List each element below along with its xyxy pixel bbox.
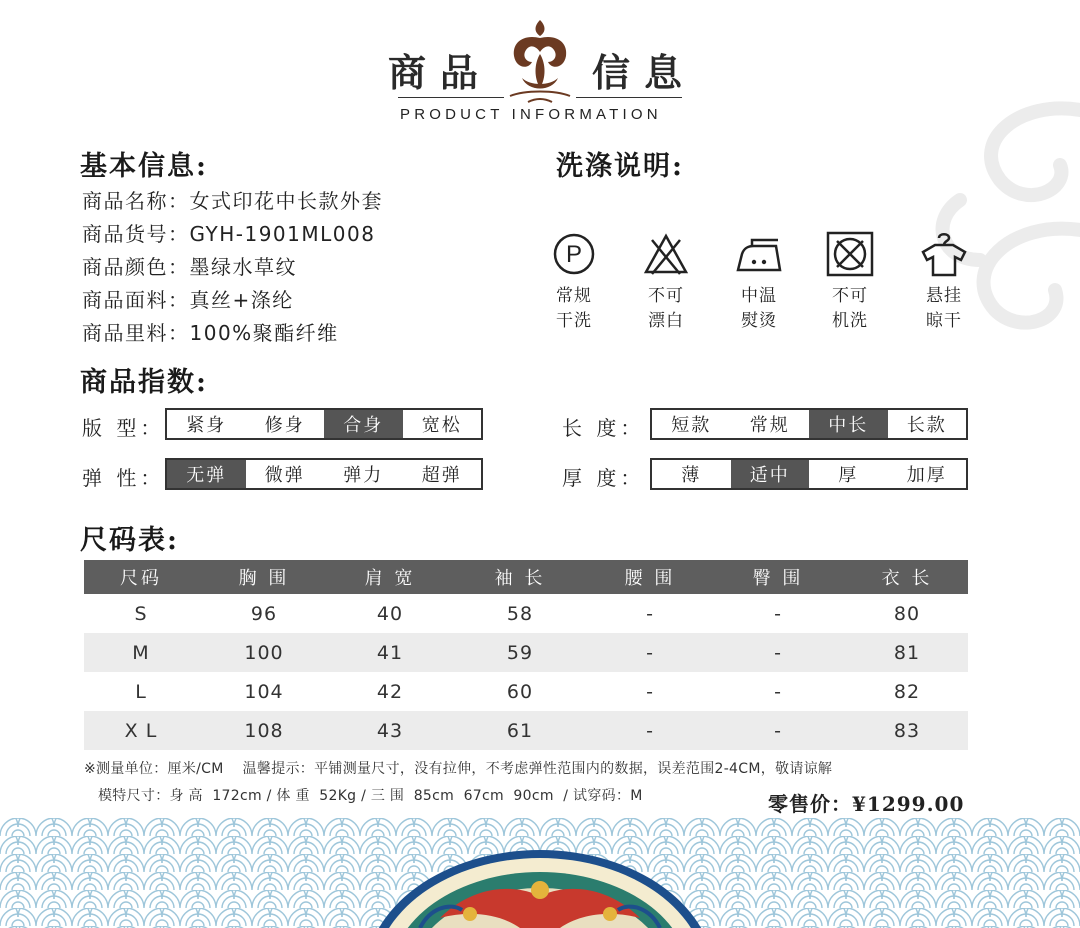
table-cell: -: [590, 633, 710, 672]
no-bleach-icon: [642, 232, 690, 276]
measurement-note: ※测量单位：厘米/CM 温馨提示：平铺测量尺寸，没有拉伸，不考虑弹性范围内的数据，误差范围2-4CM，敬请谅解: [84, 761, 833, 777]
care-label-4b: 机洗: [832, 311, 868, 331]
table-cell: 80: [893, 602, 921, 625]
header-divider-right: [576, 97, 682, 98]
retail-price: 零售价：¥1299.00: [768, 792, 965, 816]
ornament-emblem-icon: [500, 16, 580, 106]
table-row: [84, 711, 968, 750]
care-no-machine-wash: [820, 230, 880, 334]
col-header-sleeve: 袖 长: [450, 560, 590, 594]
care-hang-dry: [914, 230, 974, 334]
table-cell: -: [774, 602, 782, 625]
index-thickness-scale: [650, 458, 968, 490]
index-thickness-label: 厚 度：: [562, 466, 645, 490]
size-table-heading: 尺码表:: [80, 525, 179, 556]
col-header-shoulder: 肩 宽: [330, 560, 450, 594]
care-label-3b: 熨烫: [741, 311, 777, 331]
index-thickness-option: 薄: [681, 465, 702, 486]
col-header-length: 衣 长: [846, 560, 968, 594]
index-thickness-option: 加厚: [906, 465, 947, 486]
care-label-3a: 中温: [741, 286, 777, 306]
index-fit-option: 紧身: [186, 415, 227, 436]
basic-info-lining: 商品里料：100%聚酯纤维: [82, 321, 339, 345]
wash-heading: 洗涤说明:: [556, 151, 684, 182]
col-header-size: 尺码: [84, 560, 198, 594]
index-fit-option: 宽松: [421, 415, 462, 436]
care-label-1a: 常规: [556, 286, 592, 306]
table-cell: 104: [244, 680, 284, 703]
table-row: [84, 594, 968, 633]
hang-dry-icon: [919, 230, 969, 278]
header-title-right: 信息: [592, 50, 697, 95]
table-row: [84, 633, 968, 672]
header-title-left: 商品: [388, 50, 493, 95]
care-no-bleach: [636, 232, 696, 334]
index-length-option-selected: 中长: [809, 410, 888, 438]
iron-medium-icon: [732, 232, 786, 276]
index-length-option: 常规: [749, 415, 790, 436]
size-table: [84, 560, 968, 750]
wave-pattern-footer: [0, 818, 1080, 928]
dry-clean-p-icon: [552, 232, 596, 276]
table-cell: L: [135, 680, 147, 703]
basic-info-color: 商品颜色：墨绿水草纹: [82, 255, 297, 279]
table-cell: -: [774, 680, 782, 703]
care-label-5b: 晾干: [926, 311, 962, 331]
table-cell: M: [84, 633, 198, 672]
basic-info-name: 商品名称：女式印花中长款外套: [82, 189, 383, 213]
table-cell: 40: [376, 602, 404, 625]
care-label-4a: 不可: [832, 286, 868, 306]
index-length-option: 长款: [906, 415, 947, 436]
basic-info-list: [82, 185, 383, 350]
table-cell: -: [710, 633, 846, 672]
basic-info-sku: 商品货号：GYH-1901ML008: [82, 222, 376, 246]
basic-info-fabric: 商品面料：真丝+涤纶: [82, 288, 294, 312]
table-cell: 108: [198, 711, 330, 750]
index-thickness-option: 厚: [838, 465, 859, 486]
index-stretch-option: 微弹: [264, 465, 305, 486]
care-dry-clean: [544, 232, 604, 334]
index-fit-scale: [165, 408, 483, 440]
table-cell: 81: [846, 633, 968, 672]
model-size-note: 模特尺寸：身 高 172cm / 体 重 52Kg / 三 围 85cm 67cm 90cm / 试穿码：M: [98, 788, 643, 804]
table-cell: 60: [506, 680, 534, 703]
table-cell: 43: [330, 711, 450, 750]
table-cell: X L: [84, 711, 198, 750]
care-label-2b: 漂白: [648, 311, 684, 331]
index-stretch-option: 弹力: [343, 465, 384, 486]
col-header-hip: 臀 围: [710, 560, 846, 594]
table-cell: S: [134, 602, 148, 625]
table-cell: -: [590, 711, 710, 750]
index-stretch-label: 弹 性：: [82, 466, 165, 490]
table-cell: 83: [846, 711, 968, 750]
no-machine-wash-icon: [825, 230, 875, 278]
size-table-header-row: [84, 560, 968, 594]
header-subtitle: PRODUCT INFORMATION: [400, 106, 662, 123]
col-header-chest: 胸 围: [198, 560, 330, 594]
care-label-1b: 干洗: [556, 311, 592, 331]
index-fit-label: 版 型：: [82, 416, 165, 440]
table-cell: 41: [330, 633, 450, 672]
col-header-waist: 腰 围: [590, 560, 710, 594]
index-thickness-option-selected: 适中: [731, 460, 810, 488]
table-cell: -: [646, 680, 654, 703]
header-divider-left: [398, 97, 504, 98]
index-length-scale: [650, 408, 968, 440]
index-fit-option: 修身: [264, 415, 305, 436]
index-stretch-option-selected: 无弹: [167, 460, 246, 488]
table-cell: 96: [250, 602, 278, 625]
index-fit-option-selected: 合身: [324, 410, 403, 438]
index-length-option: 短款: [671, 415, 712, 436]
index-heading: 商品指数:: [80, 367, 208, 398]
care-iron: [729, 232, 789, 334]
table-cell: 82: [893, 680, 921, 703]
care-label-2a: 不可: [648, 286, 684, 306]
index-stretch-scale: [165, 458, 483, 490]
table-row: [84, 672, 968, 711]
table-cell: 61: [450, 711, 590, 750]
care-label-5a: 悬挂: [926, 286, 962, 306]
svg-text:P: P: [565, 241, 583, 268]
table-cell: 100: [198, 633, 330, 672]
table-cell: -: [646, 602, 654, 625]
table-cell: 58: [506, 602, 534, 625]
index-length-label: 长 度：: [562, 416, 645, 440]
table-cell: -: [710, 711, 846, 750]
basic-info-heading: 基本信息:: [80, 151, 208, 182]
table-cell: 42: [376, 680, 404, 703]
index-stretch-option: 超弹: [421, 465, 462, 486]
table-cell: 59: [450, 633, 590, 672]
